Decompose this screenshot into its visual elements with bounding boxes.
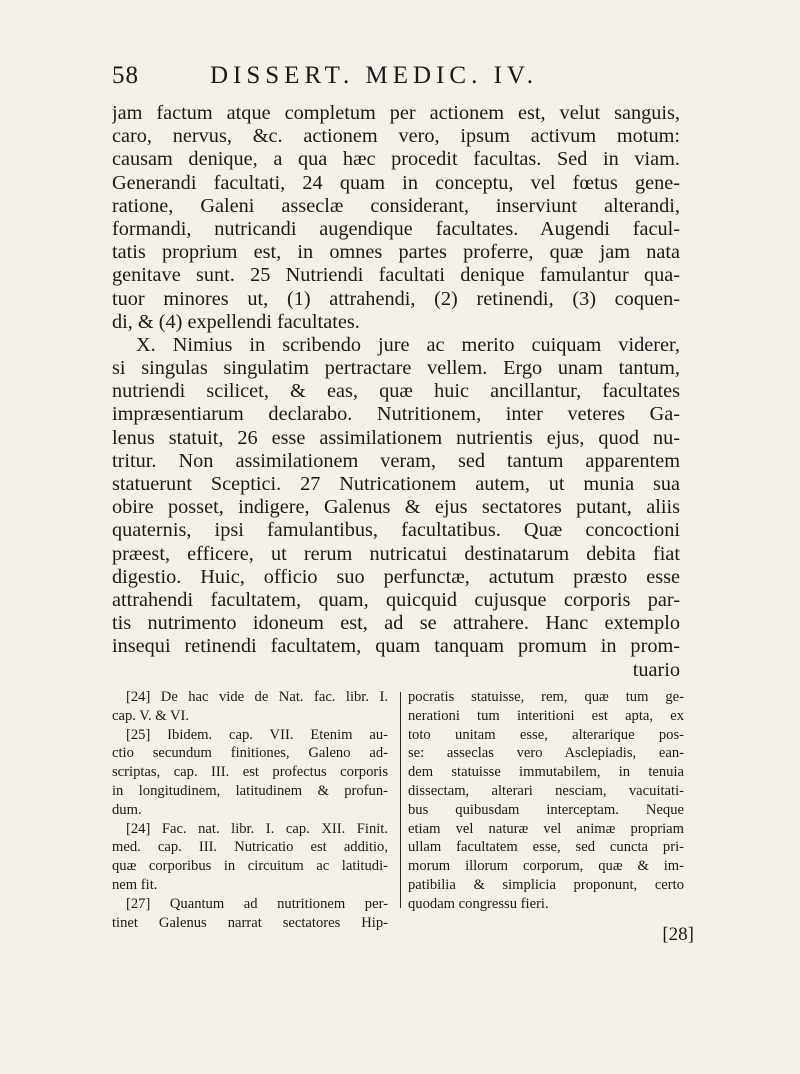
catchword: [28] <box>662 924 694 945</box>
footnote-line: [24] Fac. nat. libr. I. cap. XII. Finit. <box>126 820 388 837</box>
text-line: tis nutrimento idoneum est, ad se attrahere. Hanc extemplo <box>112 612 680 635</box>
page-number: 58 <box>112 62 139 89</box>
text-line: tritur. Non assimilationem veram, sed tantum apparentem <box>112 449 680 472</box>
footnote-line: morum illorum corporum, quæ & im- <box>408 858 684 875</box>
running-title: DISSERT. MEDIC. IV. <box>210 62 539 89</box>
footnotes <box>112 688 688 931</box>
footnote-line: dissectam, alterari nesciam, vacuitati- <box>408 782 684 799</box>
text-line: caro, nervus, &c. actionem vero, ipsum activum motum: <box>112 125 680 148</box>
main-text <box>112 102 680 682</box>
text-line: tuario <box>632 658 680 681</box>
running-header <box>112 62 672 94</box>
footnote-line: [27] Quantum ad nutritionem per- <box>126 895 388 912</box>
footnote-line: dum. <box>112 801 142 818</box>
footnote-line: se: asseclas vero Asclepiadis, ean- <box>408 745 684 762</box>
column-divider <box>400 692 401 908</box>
text-line: præest, efficere, ut rerum nutricatui destinatarum debita fiat <box>112 542 680 565</box>
footnote-line: quodam congressu fieri. <box>408 895 549 912</box>
text-line: statuerunt Sceptici. 27 Nutricationem autem, ut munia sua <box>112 473 680 495</box>
footnote-line: ctio secundum finitiones, Galeno ad- <box>112 745 388 762</box>
text-line: Generandi facultati, 24 quam in conceptu, vel fœtus gene- <box>112 171 680 194</box>
footnote-line: nem fit. <box>112 876 158 893</box>
footnote-line: toto unitam esse, alterarique pos- <box>408 726 684 743</box>
footnote-line: [24] De hac vide de Nat. fac. libr. I. <box>126 689 388 705</box>
text-line: jam factum atque completum per actionem est, velut sanguis, <box>112 102 680 124</box>
text-line: tatis proprium est, in omnes partes proferre, quæ jam nata <box>112 241 680 264</box>
footnotes-right-column <box>408 688 684 914</box>
footnotes-left-column <box>112 688 388 932</box>
text-line: quaternis, ipsi famulantibus, facultatibus. Quæ concoctioni <box>112 519 680 542</box>
footnote-line: nerationi tum interitioni est apta, ex <box>408 707 684 724</box>
text-line: lenus statuit, 26 esse assimilationem nutrientis ejus, quod nu- <box>112 426 680 449</box>
footnote-line: quæ corporibus in circuitum ac latitudi- <box>112 858 388 875</box>
footnote-line: tinet Galenus narrat sectatores Hip- <box>112 914 388 931</box>
text-line: di, & (4) expellendi facultates. <box>112 310 360 333</box>
text-line: insequi retinendi facultatem, quam tanquam promum in prom- <box>112 635 680 658</box>
footnote-line: cap. V. & VI. <box>112 707 190 724</box>
footnote-line: bus quibusdam interceptam. Neque <box>408 801 684 818</box>
footnote-line: in longitudinem, latitudinem & profun- <box>112 782 388 799</box>
footnote-line: patibilia & simplicia proponunt, certo <box>408 876 684 893</box>
text-line: obire posset, indigere, Galenus & ejus sectatores putant, aliis <box>112 496 680 519</box>
footnote-line: med. cap. III. Nutricatio est additio, <box>112 839 388 856</box>
text-line: attrahendi facultatem, quam, quicquid cujusque corporis par- <box>112 588 680 611</box>
text-line: tuor minores ut, (1) attrahendi, (2) retinendi, (3) coquen- <box>112 287 680 310</box>
text-line: nutriendi scilicet, & eas, quæ huic ancillantur, facultates <box>112 380 680 403</box>
text-line: X. Nimius in scribendo jure ac merito cuiquam viderer, <box>136 333 680 356</box>
footnote-line: ullam facultatem esse, sed cuncta pri- <box>408 839 684 856</box>
footnote-line: pocratis statuisse, rem, quæ tum ge- <box>408 689 684 705</box>
text-line: causam denique, a qua hæc procedit facultas. Sed in viam. <box>112 148 680 171</box>
text-line: genitave sunt. 25 Nutriendi facultati denique famulantur qua- <box>112 264 680 287</box>
text-line: digestio. Huic, officio suo perfunctæ, actutum præsto esse <box>112 565 680 588</box>
text-line: si singulas singulatim pertractare vellem. Ergo unam tantum, <box>112 357 680 380</box>
footnote-line: dem statuisse immutabilem, in tenuia <box>408 764 684 781</box>
footnote-line: [25] Ibidem. cap. VII. Etenim au- <box>126 726 388 743</box>
text-line: formandi, nutricandi augendique facultates. Augendi facul- <box>112 217 680 240</box>
footnote-line: scriptas, cap. III. est profectus corporis <box>112 764 388 781</box>
text-line: ratione, Galeni asseclæ considerant, inserviunt alterandi, <box>112 194 680 217</box>
text-line: impræsentiarum declarabo. Nutritionem, inter veteres Ga- <box>112 403 680 426</box>
footnote-line: etiam vel naturæ vel animæ propriam <box>408 820 684 837</box>
